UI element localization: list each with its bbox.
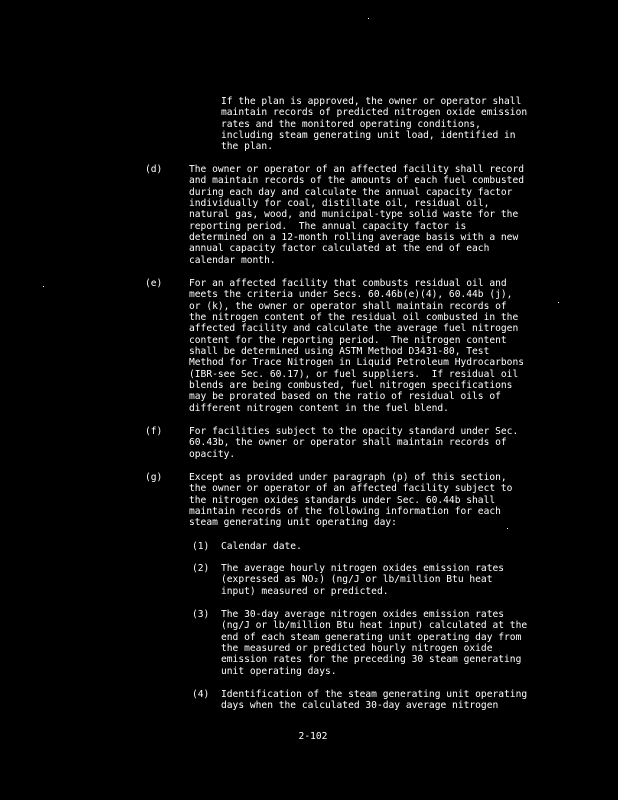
- paragraph-text: Except as provided under paragraph (p) of this section, the owner or operator of an affected facility subject to the nitrogen oxides standards under Sec. 60.44b shall maintain records of the following information for each steam generating unit operating day:: [189, 472, 513, 529]
- scan-speck: [507, 528, 508, 529]
- list-item-text: Identification of the steam generating unit operating days when the calculated 30-day average nitrogen: [221, 689, 528, 712]
- list-item-label: (3): [192, 609, 210, 620]
- paragraph-label: (f): [145, 426, 163, 437]
- paragraph-label: (e): [145, 278, 163, 289]
- list-item-label: (1): [192, 541, 210, 552]
- paragraph-text: For an affected facility that combusts residual oil and meets the criteria under Secs. 60.46b(e)(4), 60.44b (j), or (k), the owner or operator shall maintain records of the nitrogen content of the residual oil combusted in the affected facility and calculate the average fuel nitrogen content for the reporting period. The nitrogen content shall be determined using ASTM Method D3431-80, Test Method for Trace Nitrogen in Liquid Petroleum Hydrocarbons (IBR-see Sec. 60.17), or fuel suppliers. If residual oil blends are being combusted, fuel nitrogen specifications may be prorated based on the ratio of residual oils of different nitrogen content in the fuel blend.: [189, 278, 525, 414]
- list-item-text: The average hourly nitrogen oxides emission rates (expressed as NO₂) (ng/J or lb/million Btu heat input) measured or predicted.: [221, 563, 505, 597]
- paragraph-label: (d): [145, 164, 163, 175]
- scan-speck: [368, 18, 369, 19]
- paragraph-label: (g): [145, 472, 163, 483]
- list-item-text: The 30-day average nitrogen oxides emission rates (ng/J or lb/million Btu heat input) calculated at the end of each steam generating unit operating day from the measured or predicted hourly nitrogen oxide emission rates for the preceding 30 steam generating unit operating days.: [221, 609, 528, 677]
- intro-paragraph: If the plan is approved, the owner or operator shall maintain records of predicted nitrogen oxide emission rates and the monitored operating conditions, including steam generating unit load, identified in the plan.: [221, 96, 528, 153]
- paragraph-text: For facilities subject to the opacity standard under Sec. 60.43b, the owner or operator shall maintain records of opacity.: [189, 426, 519, 460]
- page-number: 2-102: [298, 731, 328, 742]
- list-item-text: Calendar date.: [221, 541, 302, 552]
- list-item-label: (4): [192, 689, 210, 700]
- list-item-label: (2): [192, 563, 210, 574]
- scan-speck: [43, 286, 44, 287]
- scan-speck: [558, 302, 559, 303]
- paragraph-text: The owner or operator of an affected facility shall record and maintain records of the amounts of each fuel combusted during each day and calculate the annual capacity factor individually for coal, distillate oil, residual oil, natural gas, wood, and municipal-type solid waste for the reporting period. The annual capacity factor is determined on a 12-month rolling average basis with a new annual capacity factor calculated at the end of each calendar month.: [189, 164, 525, 266]
